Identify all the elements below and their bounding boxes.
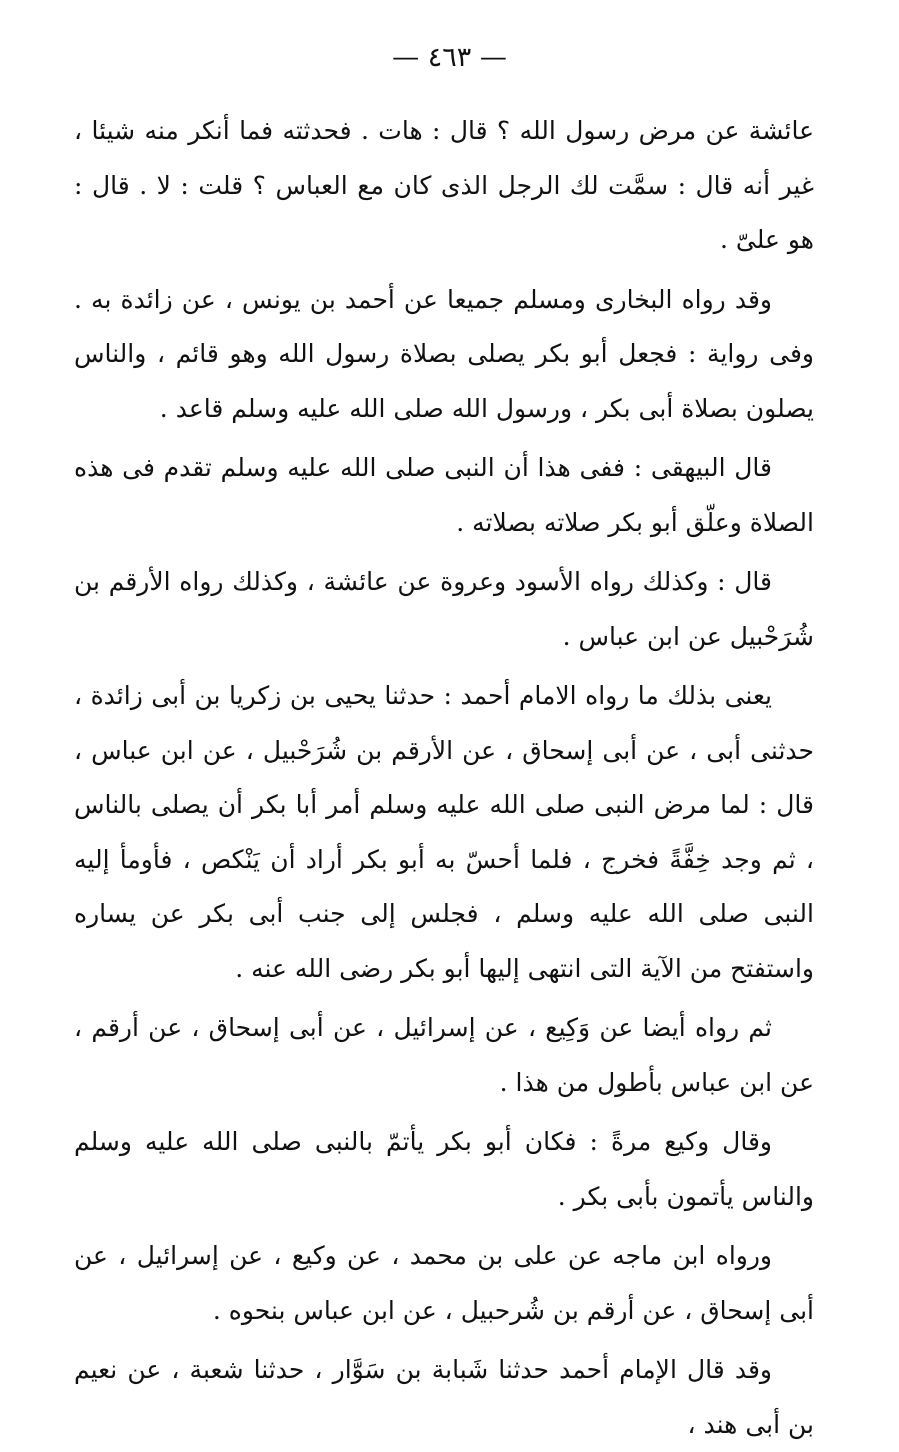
paragraph: وقال وكيع مرةً : فكان أبو بكر يأتمّ بالنبى صلى الله عليه وسلم والناس يأتمون بأبى بكر . xyxy=(74,1127,814,1211)
body-text xyxy=(74,104,814,1452)
paragraph: ثم رواه أيضا عن وَكِيع ، عن إسرائيل ، عن أبى إسحاق ، عن أرقم ، عن ابن عباس بأطول من هذا . xyxy=(74,1013,814,1097)
paragraph: قال البيهقى : ففى هذا أن النبى صلى الله عليه وسلم تقدم فى هذه الصلاة وعلّق أبو بكر صلاته بصلاته . xyxy=(74,453,814,537)
paragraph: وقد قال الإمام أحمد حدثنا شَبابة بن سَوَّار ، حدثنا شعبة ، عن نعيم بن أبى هند ، xyxy=(74,1355,814,1439)
page-number: — ٤٦٣ — xyxy=(392,42,507,73)
paragraph: ورواه ابن ماجه عن على بن محمد ، عن وكيع ، عن إسرائيل ، عن أبى إسحاق ، عن أرقم بن شُرحبيل ، عن ابن عباس بنحوه . xyxy=(74,1241,814,1325)
paragraph: عائشة عن مرض رسول الله ؟ قال : هات . فحدثته فما أنكر منه شيئا ، غير أنه قال : سمَّت لك الرجل الذى كان مع العباس ؟ قلت : لا . قال : هو علىّ . xyxy=(74,116,814,254)
paragraph: يعنى بذلك ما رواه الامام أحمد : حدثنا يحيى بن زكريا بن أبى زائدة ، حدثنى أبى ، عن أبى إسحاق ، عن الأرقم بن شُرَحْبيل ، عن ابن عباس ، قال : لما مرض النبى صلى الله عليه وسلم أمر أبا بكر أن يصلى بالناس ، ثم وجد خِفَّةً فخرج ، فلما أحسّ به أبو بكر أراد أن يَنْكص ، فأومأ إليه النبى صلى الله عليه وسلم ، فجلس إلى جنب أبى بكر عن يساره واستفتح من الآية التى انتهى إليها أبو بكر رضى الله عنه . xyxy=(74,681,814,983)
paragraph: قال : وكذلك رواه الأسود وعروة عن عائشة ، وكذلك رواه الأرقم بن شُرَحْبيل عن ابن عباس . xyxy=(74,567,814,651)
paragraph: وقد رواه البخارى ومسلم جميعا عن أحمد بن يونس ، عن زائدة به . وفى رواية : فجعل أبو بكر يصلى بصلاة رسول الله وهو قائم ، والناس يصلون بصلاة أبى بكر ، ورسول الله صلى الله عليه وسلم قاعد . xyxy=(74,284,814,423)
